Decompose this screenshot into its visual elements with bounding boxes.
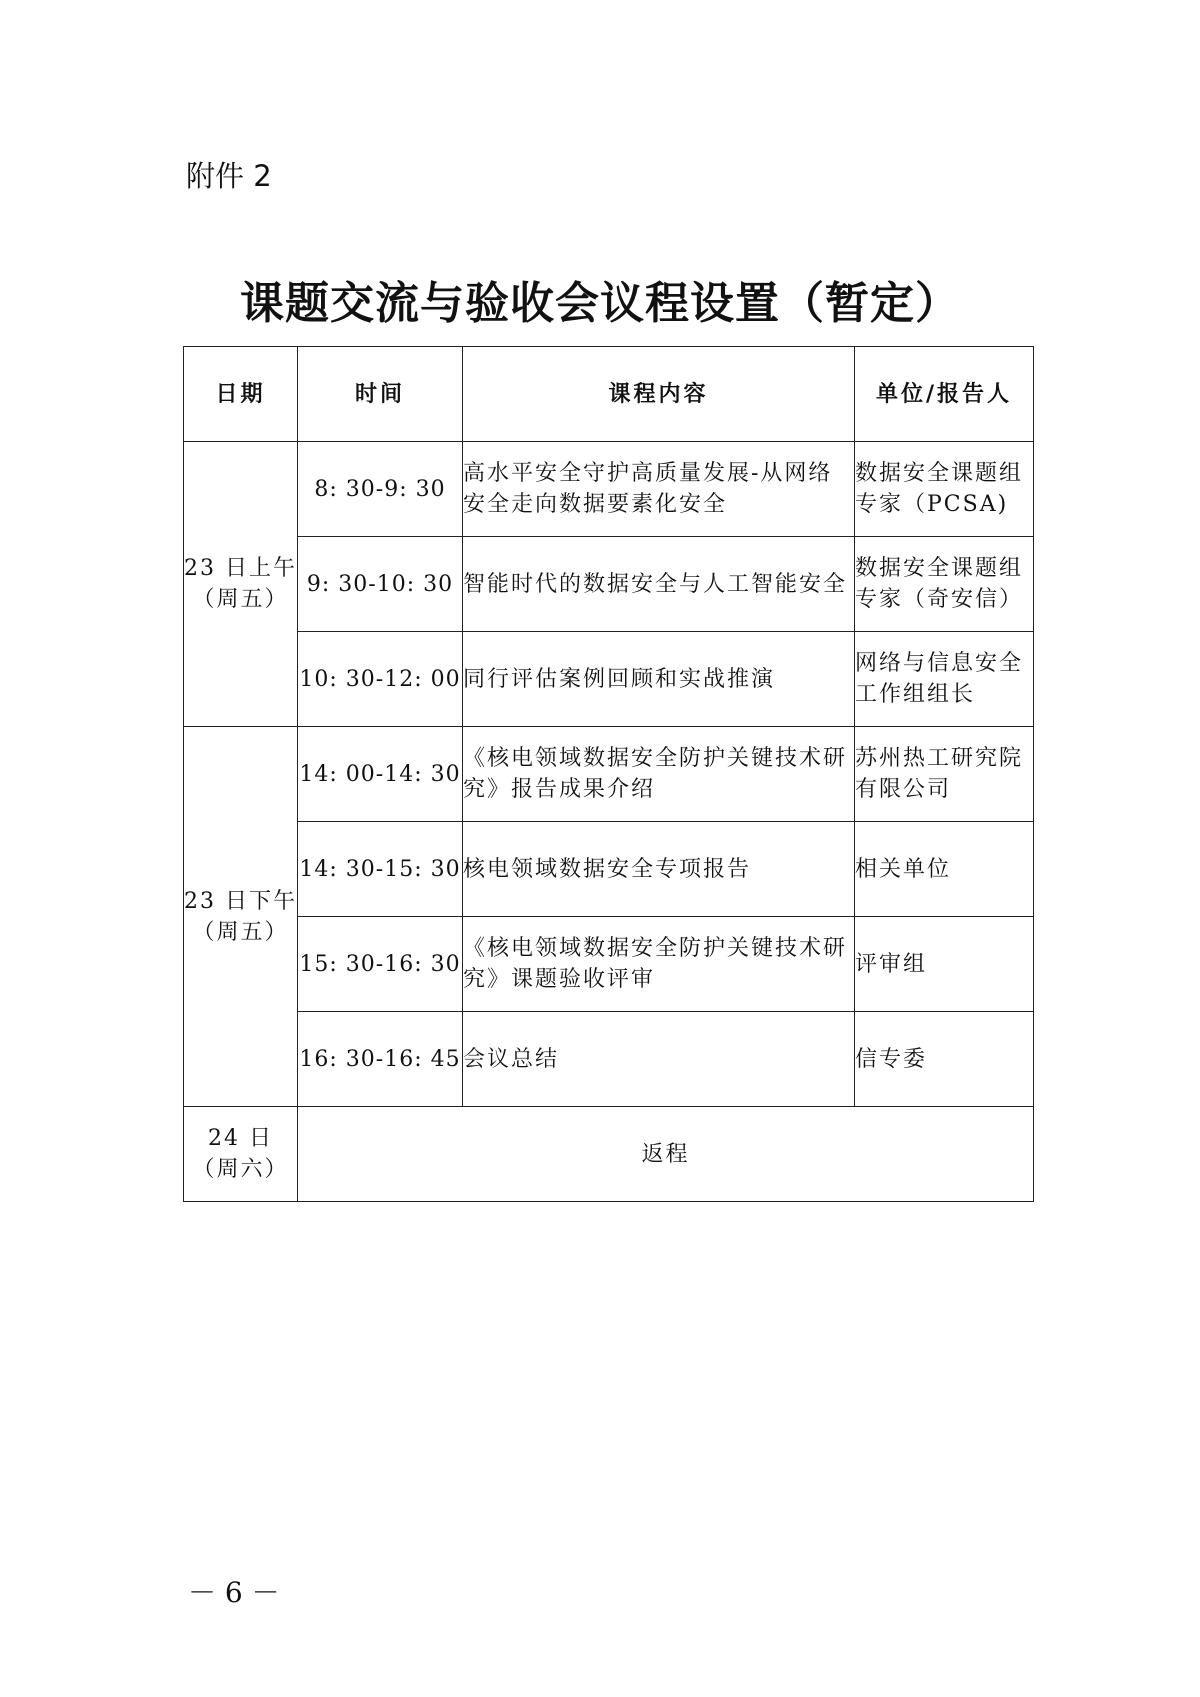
weekday-label: （周六）	[192, 1157, 289, 1182]
table-row	[184, 632, 1034, 727]
header-date: 日期	[184, 347, 298, 442]
header-unit: 单位/报告人	[855, 347, 1034, 442]
time-cell: 14: 00-14: 30	[298, 727, 463, 822]
time-cell: 9: 30-10: 30	[298, 537, 463, 632]
table-header-row	[184, 347, 1034, 442]
table-row	[184, 917, 1034, 1012]
return-cell: 返程	[298, 1107, 1034, 1202]
table-row	[184, 822, 1034, 917]
date-cell-morning	[184, 442, 298, 727]
weekday-label: （周五）	[192, 919, 289, 945]
header-time: 时间	[298, 347, 463, 442]
attachment-label: 附件 2	[186, 159, 272, 193]
date-label: 23 日下午	[184, 888, 297, 914]
time-cell: 14: 30-15: 30	[298, 822, 463, 917]
header-content: 课程内容	[463, 347, 855, 442]
content-cell: 会议总结	[463, 1012, 855, 1107]
agenda-table	[183, 346, 1034, 1202]
page-title: 课题交流与验收会议程设置（暂定）	[240, 278, 960, 329]
content-cell: 智能时代的数据安全与人工智能安全	[463, 537, 855, 632]
table-row	[184, 537, 1034, 632]
page-number: － 6 －	[188, 1576, 280, 1609]
time-cell: 10: 30-12: 00	[298, 632, 463, 727]
content-cell: 核电领域数据安全专项报告	[463, 822, 855, 917]
content-cell: 同行评估案例回顾和实战推演	[463, 632, 855, 727]
table-row	[184, 1012, 1034, 1107]
time-cell: 15: 30-16: 30	[298, 917, 463, 1012]
date-label: 24 日	[208, 1126, 273, 1151]
content-cell: 《核电领域数据安全防护关键技术研究》报告成果介绍	[463, 727, 855, 822]
time-cell: 8: 30-9: 30	[298, 442, 463, 537]
unit-cell: 数据安全课题组专家（PCSA)	[855, 442, 1034, 537]
table-row	[184, 1107, 1034, 1202]
unit-cell: 苏州热工研究院有限公司	[855, 727, 1034, 822]
table-row	[184, 442, 1034, 537]
content-cell: 高水平安全守护高质量发展-从网络安全走向数据要素化安全	[463, 442, 855, 537]
unit-cell: 网络与信息安全工作组组长	[855, 632, 1034, 727]
unit-cell: 相关单位	[855, 822, 1034, 917]
date-cell-afternoon	[184, 727, 298, 1107]
time-cell: 16: 30-16: 45	[298, 1012, 463, 1107]
table-row	[184, 727, 1034, 822]
date-cell-return	[184, 1107, 298, 1202]
date-label: 23 日上午	[184, 556, 297, 581]
content-cell: 《核电领域数据安全防护关键技术研究》课题验收评审	[463, 917, 855, 1012]
unit-cell: 信专委	[855, 1012, 1034, 1107]
weekday-label: （周五）	[192, 587, 289, 612]
unit-cell: 数据安全课题组专家（奇安信）	[855, 537, 1034, 632]
unit-cell: 评审组	[855, 917, 1034, 1012]
